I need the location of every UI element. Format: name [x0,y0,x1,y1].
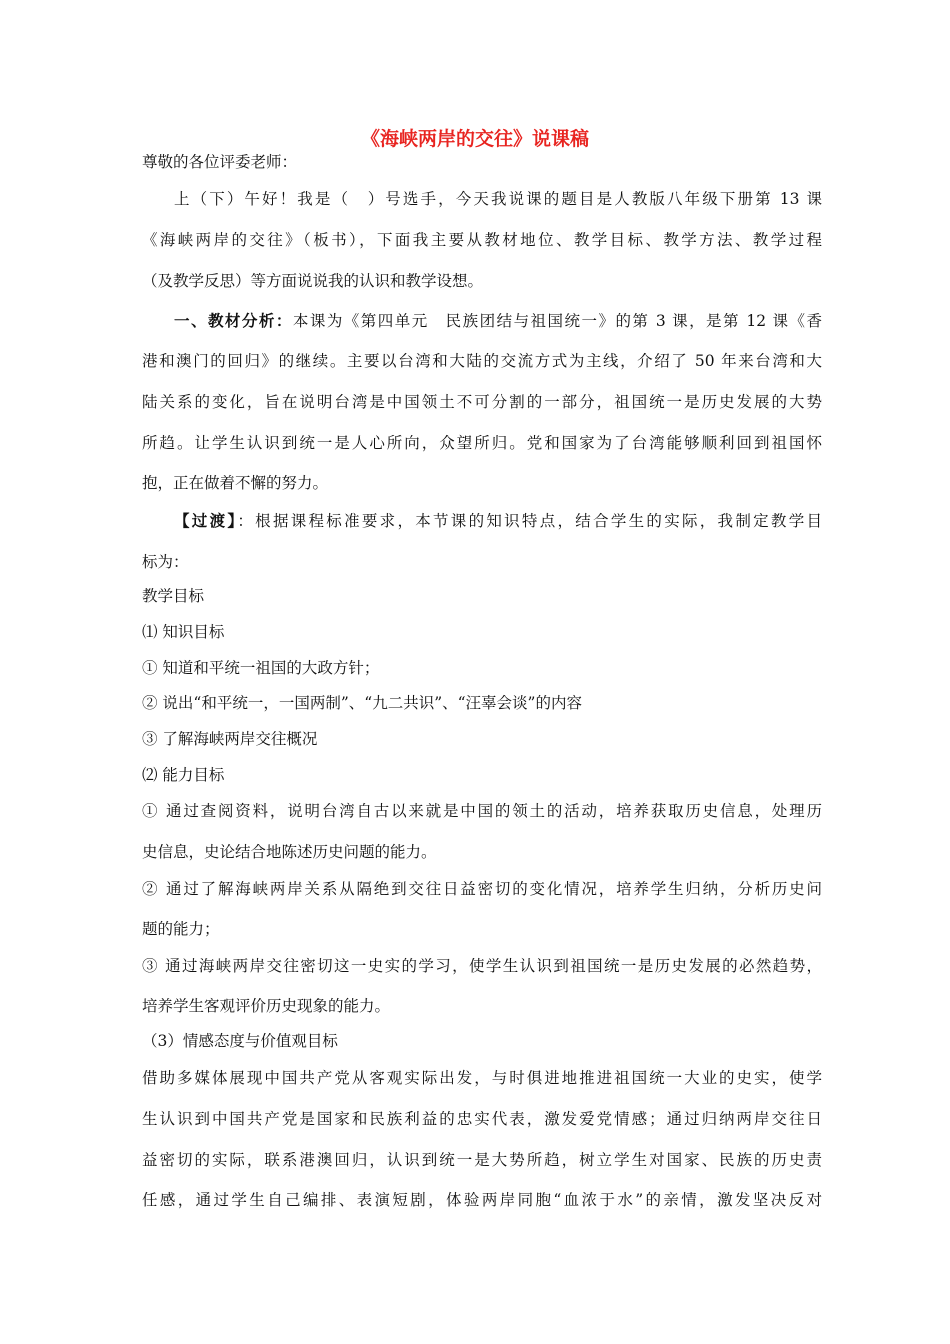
section1-heading: 一、教材分析： [174,311,293,330]
knowledge-item: ② 说出“和平统一，一国两制”、“九二共识”、“汪辜会谈”的内容 [142,694,582,712]
emotion-line: 借助多媒体展现中国共产党从客观实际出发，与时俱进地推进祖国统一大业的史实，使学 [142,1069,822,1087]
knowledge-item: ③ 了解海峡两岸交往概况 [142,730,318,748]
intro-line: （及教学反思）等方面说说我的认识和教学设想。 [142,272,484,290]
ability-line: ③ 通过海峡两岸交往密切这一史实的学习，使学生认识到祖国统一是历史发展的必然趋势， [142,957,822,975]
ability-line: ① 通过查阅资料，说明台湾自古以来就是中国的领土的活动，培养获取历史信息，处理历 [142,802,822,820]
ability-heading: ⑵ 能力目标 [142,766,225,784]
transition-first-line [174,511,822,531]
knowledge-item: ① 知道和平统一祖国的大政方针； [142,659,380,677]
emotion-line: 任感，通过学生自己编排、表演短剧，体验两岸同胞“血浓于水”的亲情，激发坚决反对 [142,1191,822,1209]
emotion-heading: （3）情感态度与价值观目标 [142,1032,338,1050]
transition-line: 标为： [142,553,189,571]
transition-text: ：根据课程标准要求，本节课的知识特点，结合学生的实际，我制定教学目 [237,512,822,530]
emotion-line: 生认识到中国共产党是国家和民族利益的忠实代表，激发爱党情感；通过归纳两岸交往日 [142,1110,822,1128]
section1-line: 港和澳门的回归》的继续。主要以台湾和大陆的交流方式为主线，介绍了 50 年来台湾和大 [142,352,822,370]
goals-heading: 教学目标 [142,587,205,605]
section1-first-line [174,311,822,331]
intro-line: 《海峡两岸的交往》（板书），下面我主要从教材地位、教学目标、教学方法、教学过程 [142,231,822,249]
ability-line: 史信息，史论结合地陈述历史问题的能力。 [142,843,437,861]
section1-text: 本课为《第四单元 民族团结与祖国统一》的第 3 课，是第 12 课《香 [292,312,822,330]
knowledge-heading: ⑴ 知识目标 [142,623,225,641]
ability-line: 题的能力； [142,920,220,938]
document-title: 《海峡两岸的交往》说课稿 [360,128,589,150]
section1-line: 陆关系的变化，旨在说明台湾是中国领土不可分割的一部分，祖国统一是历史发展的大势 [142,393,822,411]
section1-line: 所趋。让学生认识到统一是人心所向，众望所归。党和国家为了台湾能够顺利回到祖国怀 [142,434,822,452]
salutation: 尊敬的各位评委老师： [142,153,298,171]
intro-line: 上（下）午好！我是（ ）号选手，今天我说课的题目是人教版八年级下册第 13 课 [174,190,822,208]
transition-label: 【过渡】 [174,511,238,530]
section1-line: 抱，正在做着不懈的努力。 [142,474,329,492]
emotion-line: 益密切的实际，联系港澳回归，认识到统一是大势所趋，树立学生对国家、民族的历史责 [142,1151,822,1169]
ability-line: 培养学生客观评价历史现象的能力。 [142,997,391,1015]
ability-line: ② 通过了解海峡两岸关系从隔绝到交往日益密切的变化情况，培养学生归纳，分析历史问 [142,880,822,898]
